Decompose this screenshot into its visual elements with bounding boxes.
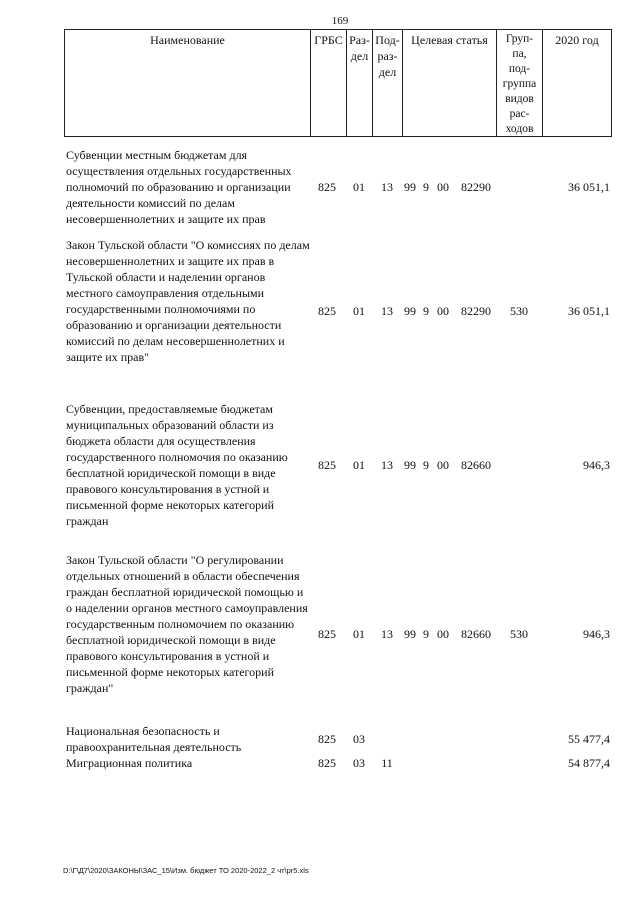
header-target: Целевая статья — [403, 30, 497, 136]
row-podrazdel: 11 — [381, 756, 393, 770]
row-amount: 54 877,4 — [568, 756, 610, 770]
row-name: Миграционная политика — [66, 756, 193, 770]
row-podrazdel: 13 — [381, 458, 393, 472]
row-amount: 946,3 — [583, 627, 610, 641]
header-name: Наименование — [65, 30, 311, 136]
row-target-4: 82290 — [461, 304, 491, 318]
page-number: 169 — [331, 15, 349, 27]
table-header — [64, 29, 612, 137]
row-target-4: 82660 — [461, 627, 491, 641]
row-grbs: 825 — [318, 304, 336, 318]
table-row — [64, 552, 612, 716]
row-target-2: 9 — [423, 180, 429, 194]
row-razdel: 03 — [353, 732, 365, 746]
row-target-4: 82660 — [461, 458, 491, 472]
row-razdel: 01 — [353, 304, 365, 318]
row-razdel: 03 — [353, 756, 365, 770]
row-razdel: 01 — [353, 627, 365, 641]
row-target-1: 99 — [404, 180, 416, 194]
row-amount: 55 477,4 — [568, 732, 610, 746]
row-name: Закон Тульской области "О комиссиях по делам несовершеннолетних и защите их прав в Тульской области и наделении органов местного самоуправления отдельными государственными полномочиями по образованию и организации деятельности комиссий по делам несовершеннолетних и защите их прав" — [66, 238, 310, 364]
row-target-1: 99 — [404, 627, 416, 641]
header-group: Груп- па, под- группа видов рас- ходов — [497, 30, 543, 136]
row-grbs: 825 — [318, 627, 336, 641]
footer-file-path: D:\Г\Д7\2020\ЗАКОНЫ\ЗАС_15\Изм. бюджет ТО 2020-2022_2 чт\pr5.xls — [63, 866, 309, 875]
row-target-3: 00 — [437, 458, 449, 472]
row-razdel: 01 — [353, 458, 365, 472]
row-grbs: 825 — [318, 458, 336, 472]
row-podrazdel: 13 — [381, 304, 393, 318]
row-name: Субвенции, предоставляемые бюджетам муниципальных образований области из бюджета области для осуществления государственного полномочия по оказанию бесплатной юридической помощи в виде правового консультирования в устной и письменной форме некоторых категорий граждан — [66, 402, 288, 528]
table-row — [64, 755, 612, 771]
row-target-1: 99 — [404, 458, 416, 472]
row-grbs: 825 — [318, 180, 336, 194]
table-row — [64, 147, 612, 227]
row-target-2: 9 — [423, 627, 429, 641]
row-group: 530 — [510, 304, 528, 318]
row-group: 530 — [510, 627, 528, 641]
header-podrazdel: Под- раз- дел — [373, 30, 403, 136]
row-name: Закон Тульской области "О регулировании отдельных отношений в области обеспечения граждан бесплатной юридической помощью и о наделении органов местного самоуправления государственным полномочием по оказанию бесплатной юридической помощи в виде правового консультирования в устной и письменной форме некоторых категорий граждан" — [66, 553, 308, 695]
row-podrazdel: 13 — [381, 627, 393, 641]
header-year: 2020 год — [555, 33, 599, 47]
row-target-3: 00 — [437, 180, 449, 194]
row-razdel: 01 — [353, 180, 365, 194]
row-name: Национальная безопасность и правоохранительная деятельность — [66, 724, 242, 754]
row-amount: 946,3 — [583, 458, 610, 472]
row-amount: 36 051,1 — [568, 304, 610, 318]
header-razdel: Раз- дел — [347, 30, 373, 136]
table-row — [64, 237, 612, 385]
header-grbs: ГРБС — [311, 30, 347, 136]
table-row — [64, 723, 612, 755]
row-target-2: 9 — [423, 458, 429, 472]
row-target-1: 99 — [404, 304, 416, 318]
row-grbs: 825 — [318, 756, 336, 770]
row-target-3: 00 — [437, 304, 449, 318]
row-grbs: 825 — [318, 732, 336, 746]
row-target-4: 82290 — [461, 180, 491, 194]
row-amount: 36 051,1 — [568, 180, 610, 194]
row-target-3: 00 — [437, 627, 449, 641]
table-row — [64, 401, 612, 529]
row-podrazdel: 13 — [381, 180, 393, 194]
row-name: Субвенции местным бюджетам для осуществления отдельных государственных полномочий по образованию и организации деятельности комиссий по делам несовершеннолетних и защите их прав — [66, 148, 292, 226]
row-target-2: 9 — [423, 304, 429, 318]
